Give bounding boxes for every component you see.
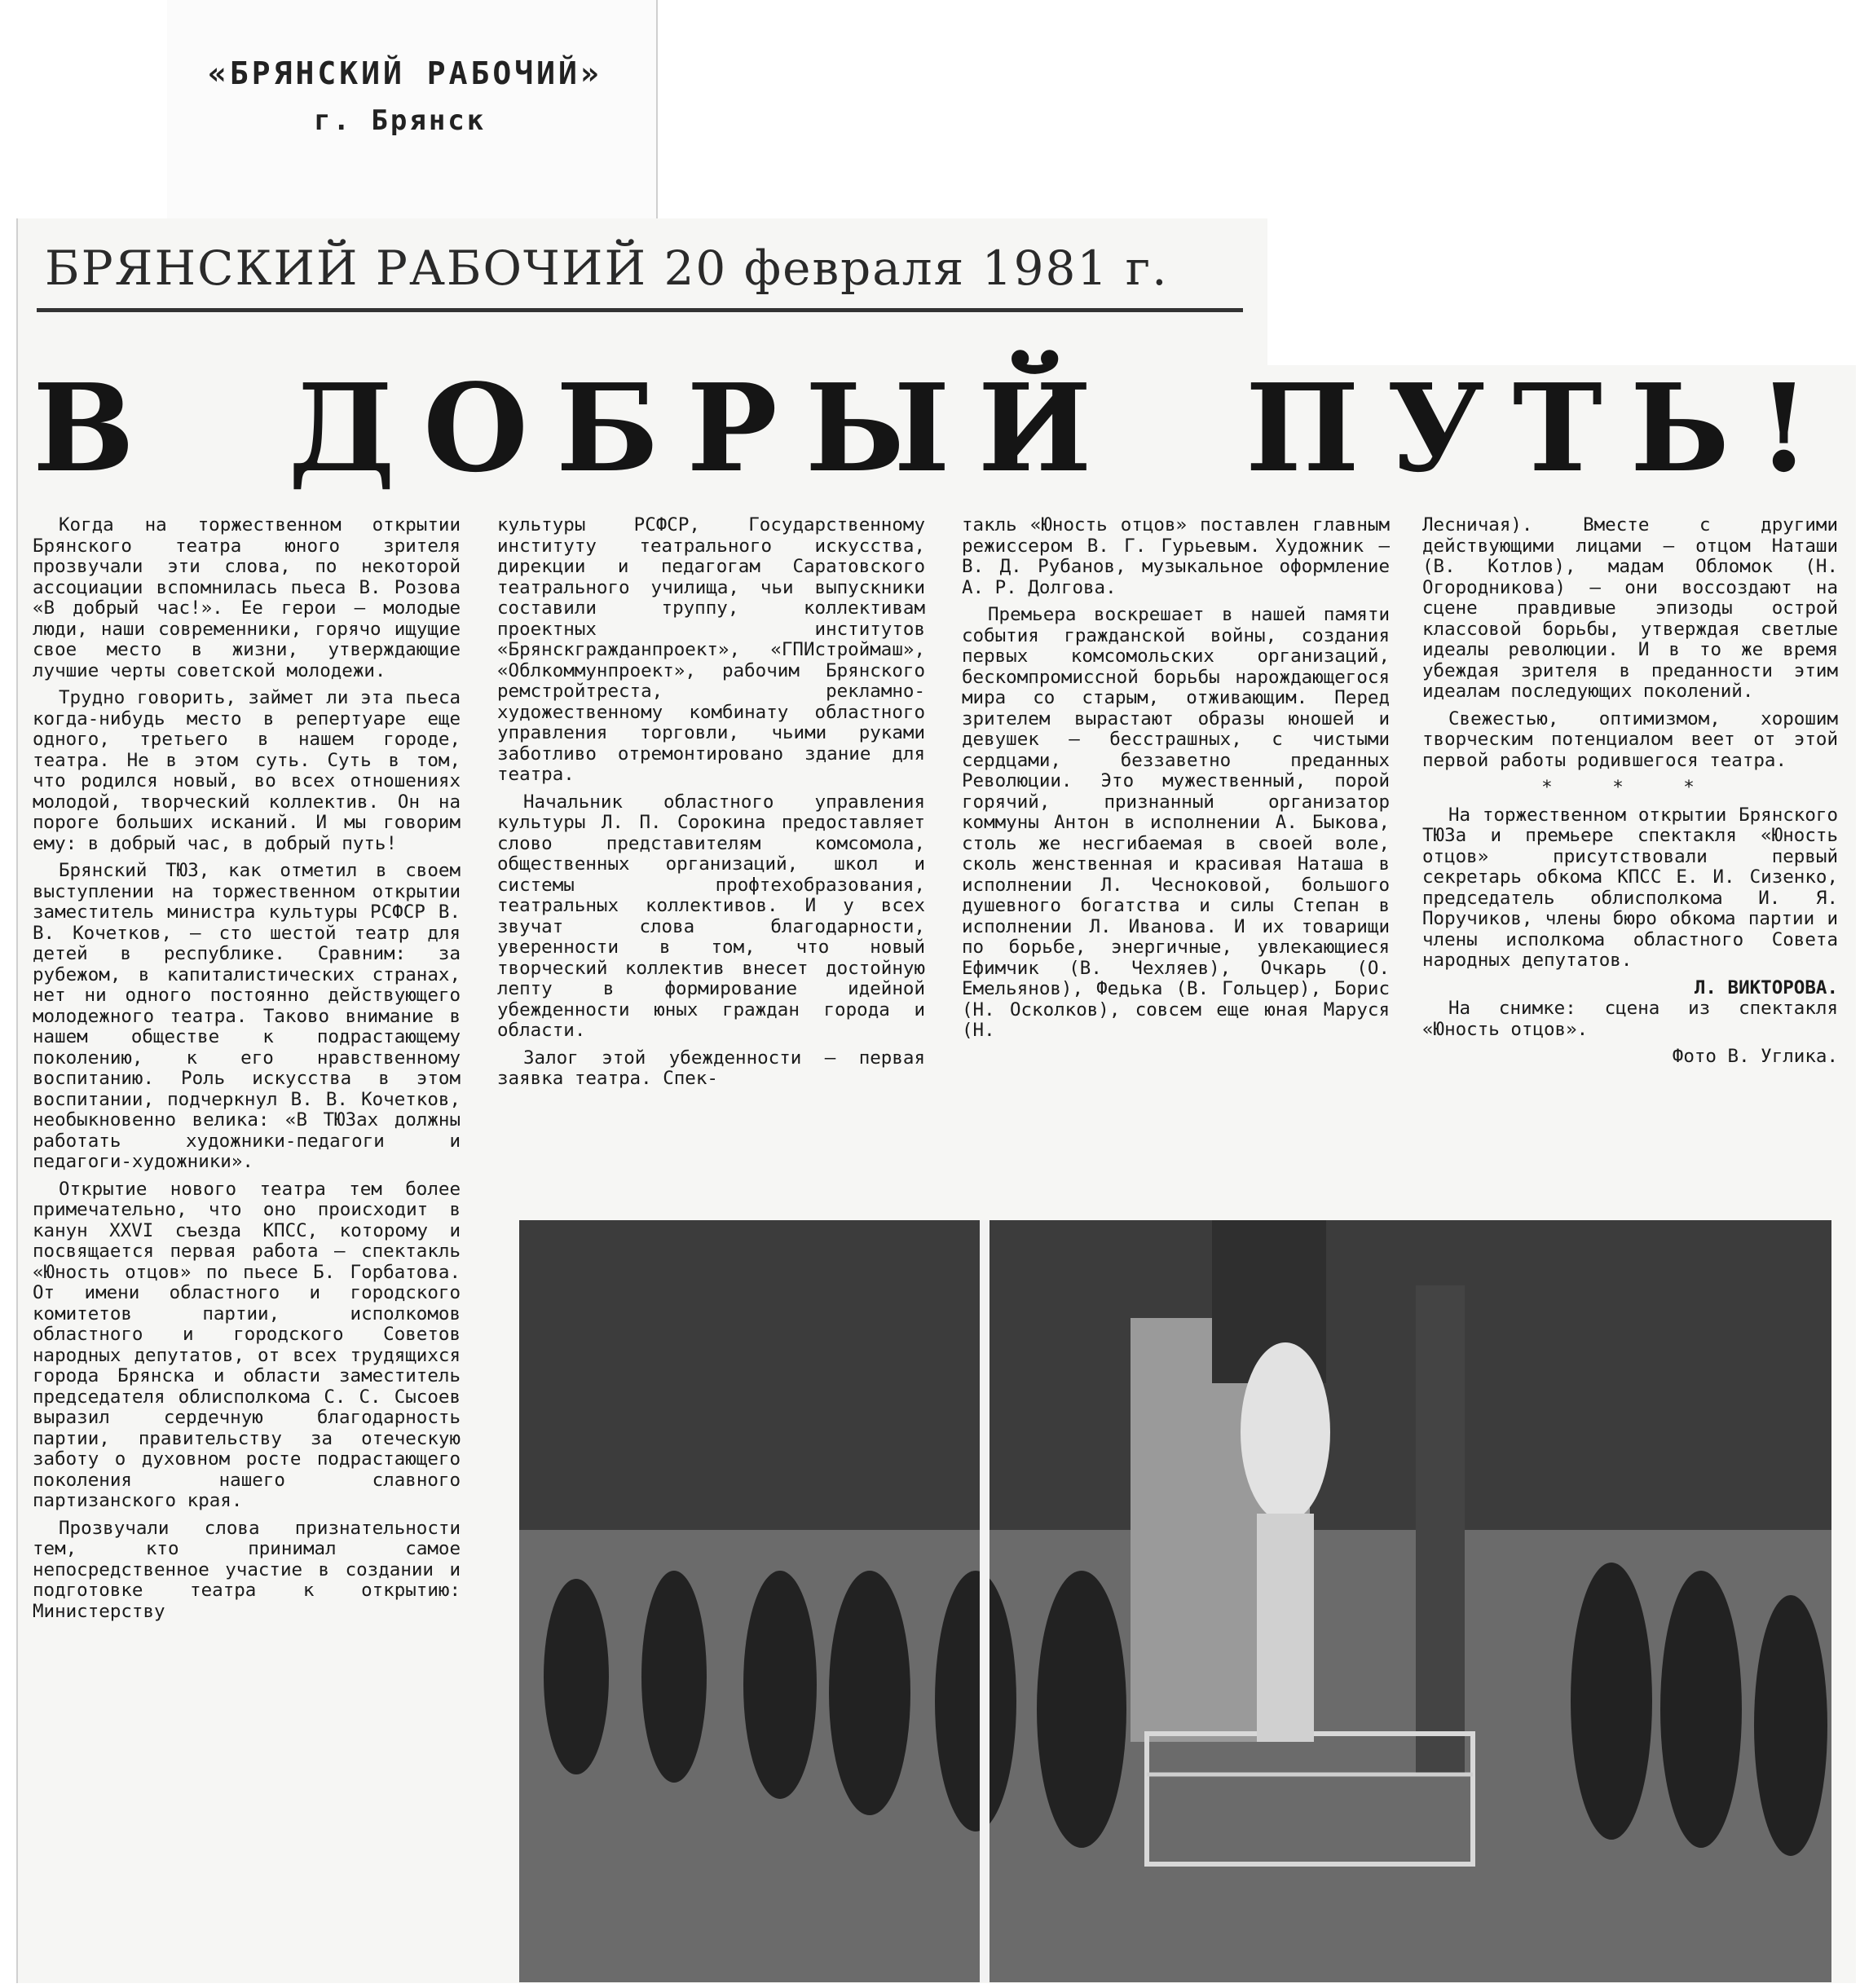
masthead: БРЯНСКИЙ РАБОЧИЙ 20 февраля 1981 г. (45, 240, 1169, 296)
section-divider: * * * (1541, 777, 1719, 798)
paragraph: Открытие нового театра тем более примечательно, что оно происходит в канун XXVI съезда КПСС, которому и посвящается первая работа — спектакль «Юность отцов» по пьесе Б. Горбатова. От имени областного и городского комитетов партии, исполкомов областного и городского Советов народных депутатов, от всех трудящихся города Брянска и области заместитель председателя облисполкома С. С. Сысоев выразил сердечную благодарность партии, правительству за отеческую заботу о духовном росте подрастающего поколения нашего славного партизанского края. (33, 1178, 461, 1511)
article-column-4 (1422, 515, 1838, 1188)
paragraph: Трудно говорить, займет ли эта пьеса когда-нибудь место в репертуаре еще одного, третьего в нашем городе, театра. Не в этом суть. Суть в том, что родился новый, во всех отношениях молодой, творческий коллектив. Он на пороге больших исканий. И мы говорим ему: в добрый час, в добрый путь! (33, 687, 461, 854)
article-column-3 (962, 515, 1390, 1188)
archive-stamp (167, 0, 658, 218)
headline-word-3: ПУТЬ! (1245, 357, 1838, 499)
paragraph: Прозвучали слова признательности тем, кто принимал самое непосредственное участие в создании и подготовке театра к открытию: Министерству (33, 1517, 461, 1622)
paragraph: Свежестью, оптимизмом, хорошим творческим потенциалом веет от этой первой работы родившегося театра. (1422, 707, 1838, 771)
headline-word-1: В (33, 357, 163, 499)
photo-credit: Фото В. Углика. (1672, 1046, 1838, 1067)
clipping-cut-corner (1267, 218, 1860, 365)
paragraph: На торжественном открытии Брянского ТЮЗа и премьере спектакля «Юность отцов» присутствовали первый секретарь обкома КПСС Е. И. Сизенко, председатель облисполкома И. Я. Поручиков, члены бюро обкома партии и члены исполкома областного Совета народных депутатов. (1422, 804, 1838, 971)
masthead-rule (37, 308, 1243, 312)
paragraph: Когда на торжественном открытии Брянского театра юного зрителя прозвучали эти слова, по некоторой ассоциации вспомнилась пьеса В. Розова «В добрый час!». Ее герои — молодые люди, наши современники, горячо ищущие свое место в жизни, утверждающие лучшие черты советской молодежи. (33, 515, 461, 681)
paragraph: такль «Юность отцов» поставлен главным режиссером В. Г. Гурьевым. Художник — В. Д. Рубанов, музыкальное оформление А. Р. Долгова. (962, 515, 1390, 598)
photo-caption: На снимке: сцена из спектакля «Юность отцов». (1422, 998, 1838, 1040)
fold-seam (980, 1220, 990, 1982)
stage-scene-illustration (519, 1220, 1831, 1982)
stamp-newspaper-name: «БРЯНСКИЙ РАБОЧИЙ» (208, 55, 602, 91)
article-column-1 (33, 515, 461, 1982)
article-column-2 (497, 515, 925, 1188)
paragraph: Залог этой убежденности — первая заявка театра. Спек- (497, 1047, 925, 1089)
author-signature: Л. ВИКТОРОВА. (1694, 976, 1838, 998)
paragraph: Премьера воскрешает в нашей памяти события гражданской войны, создания первых комсомольских организаций, бескомпромиссной борьбы нарождающегося мира со старым, отживающим. Перед зрителем вырастают образы юношей и девушек — бесстрашных, с чистыми сердцами, беззаветно преданных Революции. Это мужественный, порой горячий, признанный организатор коммуны Антон в исполнении А. Быкова, столь же несгибаемая в своей воле, сколь женственная и красивая Наташа в исполнении Л. Чесноковой, большого душевного богатства и силы Степан в исполнении Л. Иванова. И их товарищи по борьбе, энергичные, увлекающиеся Ефимчик (В. Чехляев), Очкарь (О. Емельянов), Федька (В. Гольцер), Борис (Н. Осколков), совсем еще юная Маруся (Н. (962, 604, 1390, 1041)
paragraph: культуры РСФСР, Государственному институту театрального искусства, дирекции и педагогам Саратовского театрального училища, чьи выпускники составили труппу, коллективам проектных институтов «Брянскгражданпроект», «ГПИстроймаш», «Облкоммунпроект», рабочим Брянского ремстройтреста, рекламно-художественному комбинату областного управления торговли, чьими руками заботливо отремонтировано здание для театра. (497, 515, 925, 785)
paragraph: Лесничая). Вместе с другими действующими лицами — отцом Наташи (В. Котлов), мадам Обломок (Н. Огородникова) — они воссоздают на сцене правдивые эпизоды острой классовой борьбы, утверждая светлые идеалы революции. И в то же время убеждая зрителя в преданности этим идеалам последующих поколений. (1422, 515, 1838, 702)
stamp-city: г. Брянск (314, 104, 487, 137)
stage-photo (519, 1220, 1831, 1982)
headline-word-2: ДОБРЫЙ (288, 357, 1120, 499)
paragraph: Начальник областного управления культуры Л. П. Сорокина предоставляет слово представителям комсомола, общественных организаций, школ и системы профтехобразования, театральных коллективов. И у всех звучат слова благодарности, уверенности в том, что новый творческий коллектив внесет достойную лепту в формирование идейной убежденности юных граждан города и области. (497, 791, 925, 1041)
headline (33, 359, 1838, 497)
paragraph: Брянский ТЮЗ, как отметил в своем выступлении на торжественном открытии заместитель министра культуры РСФСР В. В. Кочетков, — сто шестой театр для детей в республике. Сравним: за рубежом, в капиталистических странах, нет ни одного постоянно действующего молодежного театра. Таково внимание в нашем обществе к подрастающему поколению, к его нравственному воспитанию. Роль искусства в этом воспитании, подчеркнул В. В. Кочетков, необыкновенно велика: «В ТЮЗах должны работать художники-педагоги и педагоги-художники». (33, 860, 461, 1172)
